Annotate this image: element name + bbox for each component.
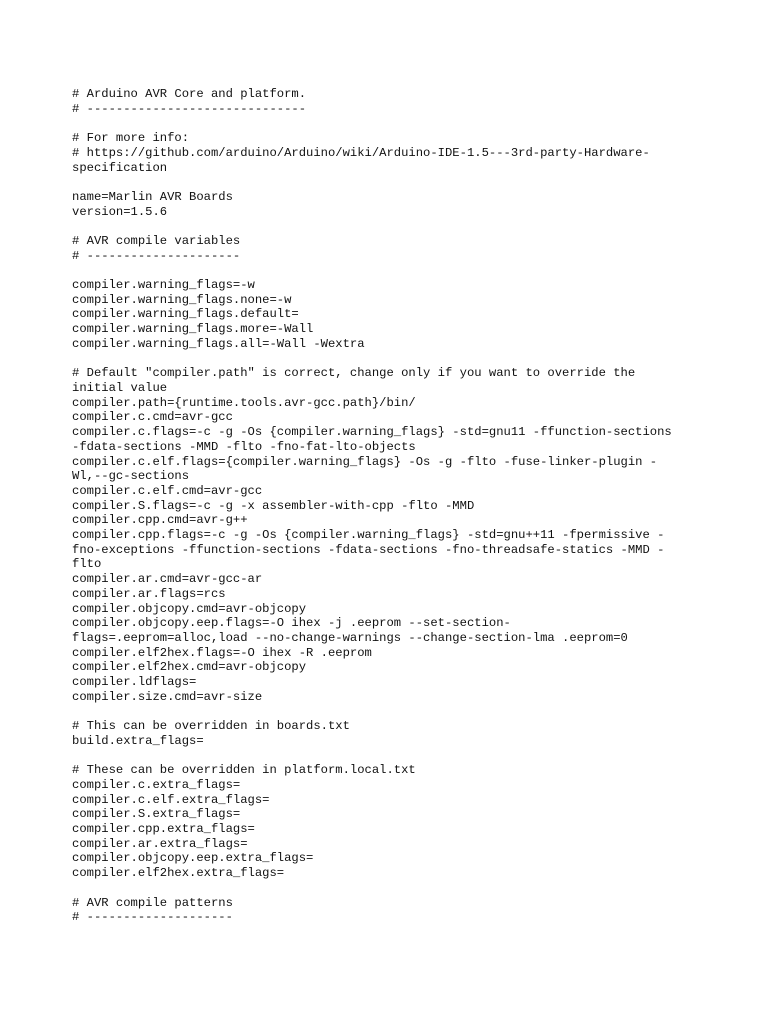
text-line: # Arduino AVR Core and platform. (72, 87, 307, 101)
text-line (72, 116, 672, 131)
text-line (72, 352, 672, 367)
text-line (72, 749, 672, 764)
text-line: # -------------------- (72, 910, 233, 925)
text-line: compiler.elf2hex.cmd=avr-objcopy (72, 660, 307, 675)
text-line: compiler.c.cmd=avr-gcc (72, 410, 233, 425)
text-line (72, 219, 672, 234)
text-line: compiler.objcopy.cmd=avr-objcopy (72, 601, 307, 616)
text-line: compiler.ar.cmd=avr-gcc-ar (72, 572, 263, 587)
text-line: compiler.c.elf.flags={compiler.warning_flags} -Os -g -flto -fuse-linker-plugin - (72, 454, 658, 469)
text-line: compiler.c.extra_flags= (72, 777, 241, 792)
text-line (72, 175, 672, 190)
text-line: compiler.c.flags=-c -g -Os {compiler.warning_flags} -std=gnu11 -ffunction-sections (72, 425, 672, 440)
text-line: compiler.ldflags= (72, 675, 197, 690)
text-line: compiler.warning_flags.all=-Wall -Wextra (72, 336, 365, 351)
text-line: # Default "compiler.path" is correct, change only if you want to override the (72, 366, 636, 381)
text-line: flags=.eeprom=alloc,load --no-change-warnings --change-section-lma .eeprom=0 (72, 630, 628, 645)
text-line: compiler.warning_flags.more=-Wall (72, 322, 314, 337)
text-line: # --------------------- (72, 248, 241, 263)
text-line: compiler.ar.extra_flags= (72, 836, 248, 851)
text-line (72, 263, 672, 278)
text-line: version=1.5.6 (72, 204, 168, 219)
text-line: -fdata-sections -MMD -flto -fno-fat-lto-objects (72, 439, 416, 454)
text-line: compiler.cpp.extra_flags= (72, 822, 255, 837)
text-line: # AVR compile variables (72, 233, 241, 248)
text-line: compiler.elf2hex.extra_flags= (72, 866, 285, 881)
text-line: flto (72, 557, 102, 572)
text-line: # This can be overridden in boards.txt (72, 719, 350, 734)
text-line: name=Marlin AVR Boards (72, 189, 233, 204)
text-line: compiler.objcopy.eep.flags=-O ihex -j .eeprom --set-section- (72, 616, 511, 631)
text-line: compiler.warning_flags.default= (72, 307, 299, 322)
text-line: build.extra_flags= (72, 733, 204, 748)
text-line: fno-exceptions -ffunction-sections -fdata-sections -fno-threadsafe-statics -MMD - (72, 542, 665, 557)
text-line: compiler.warning_flags=-w (72, 278, 255, 293)
text-line: specification (72, 160, 168, 175)
text-line: # For more info: (72, 131, 190, 146)
text-line: initial value (72, 380, 168, 395)
text-line: # ------------------------------ (72, 101, 307, 116)
text-line: compiler.size.cmd=avr-size (72, 689, 263, 704)
text-line: # https://github.com/arduino/Arduino/wiki/Arduino-IDE-1.5---3rd-party-Hardware- (72, 145, 650, 160)
text-line: compiler.cpp.flags=-c -g -Os {compiler.warning_flags} -std=gnu++11 -fpermissive - (72, 528, 665, 543)
text-line: compiler.path={runtime.tools.avr-gcc.path}/bin/ (72, 395, 416, 410)
text-line (72, 881, 672, 896)
text-line: # AVR compile patterns (72, 895, 233, 910)
text-line: compiler.warning_flags.none=-w (72, 292, 292, 307)
text-line: compiler.objcopy.eep.extra_flags= (72, 851, 314, 866)
text-line: # These can be overridden in platform.local.txt (72, 763, 416, 778)
text-line: compiler.c.elf.extra_flags= (72, 792, 270, 807)
text-line: compiler.c.elf.cmd=avr-gcc (72, 483, 263, 498)
text-line: compiler.ar.flags=rcs (72, 586, 226, 601)
text-line: compiler.S.flags=-c -g -x assembler-with-cpp -flto -MMD (72, 498, 475, 513)
document-text (72, 87, 672, 925)
text-line (72, 704, 672, 719)
text-line: Wl,--gc-sections (72, 469, 190, 484)
text-line: compiler.S.extra_flags= (72, 807, 241, 822)
text-line: compiler.cpp.cmd=avr-g++ (72, 513, 248, 528)
text-line: compiler.elf2hex.flags=-O ihex -R .eeprom (72, 645, 372, 660)
